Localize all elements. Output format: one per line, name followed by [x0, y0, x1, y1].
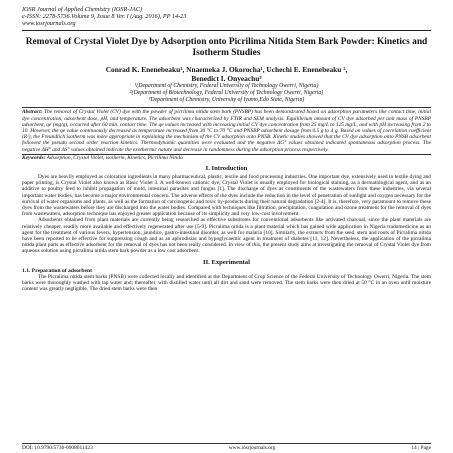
journal-website: www.iosrjournals.org	[22, 20, 76, 27]
footer-page-number: 14 | Page	[411, 445, 431, 451]
introduction-paragraph-1: Dyes are heavily employed as coloration ingredients in many pharmaceutical, plastic, textile and food processing industries. One important dye, extensively used in textile dying and paper printing, is Crystal Violet also known as Basic Violet 3. A well-known cationic dye, Crystal Violet is usually employed for biological staining, as a dermatological agent, and as an additive to poultry feed to inhibit propagation of mold, intestinal parasites and fungus [1]. The discharge of dyes as constituents of the wastewaters from these industries, via several important water bodies, has become a major environmental concern. The adverse effects of the dyes include the reduction in the level of penetration of sunlight and oxygen necessary for the survival of water organisms and plants, as well as the formation of carcinogenic and toxic by-products during their natural degradation [2-4]. It is, therefore, very paramount to remove these dyes from the wastewaters before they are discharged into the water bodies. Compared with techniques like filtration, precipitation, coagulation and ozone treatment for the removal of dyes from wastewaters, adsorption technique has enjoyed greater application because of its simplicity and very low-cost involvement.	[22, 174, 431, 218]
page-footer	[22, 443, 431, 451]
introduction-paragraph-2: Adsorbents obtained from plant materials are currently being researched as effective substitutes for conventional adsorbents like activated charcoal, since the plant materials are relatively cheaper, readily more available and effectively regenerated after use [5-9]. Picralima nitida is a plant material which has gained wide application in Nigeria tradomedicine as an agent for the treatment of various fevers, hypertension, jaundice, gastro-intestinal disorder, as well for malaria [10]. Similarly, the extracts from the seed, stem and roots of Picralima nitida have been reported to be effective for suppressing cough and as an aphrodisiac and hypoglycaemic agent in treatment of diabetes [11, 12]. Nevertheless, the application of the picralima nitida plant parts as effective adsorbent for the removal of dyes has not been really considered. In view of this, the present study aims at investigating the removal of Crystal Violet dye from aqueous solution using picralima nitida stem bark powder as a low cost adsorbent.	[22, 217, 431, 255]
affiliation-2: ²(Department of Biotechnology, Federal University of Technology Owerri, Nigeria)	[129, 89, 324, 96]
experimental-heading: II. Experimental	[203, 258, 250, 266]
keywords-text: Adsorption, Crystal Violet, isotherm, Kinetics, Picrilima Nitida	[46, 154, 183, 161]
journal-issn: e-ISSN: 2278-5736.Volume 9, Issue 8 Ver. I (Aug. 2016), PP 14-23	[22, 13, 187, 20]
header-divider	[22, 30, 431, 31]
footer-doi: DOI: 10.9790/5736-0908011423	[22, 445, 93, 451]
abstract-text	[22, 109, 431, 152]
paper-title: Removal of Crystal Violet Dye by Adsorption onto Picrilima Nitida Stem Bark Powder: Kinetics and Isotherm Studies	[25, 37, 428, 58]
journal-header	[22, 6, 431, 31]
keywords	[22, 155, 431, 161]
journal-name: IOSR Journal of Applied Chemistry (IOSR-JAC)	[22, 6, 143, 13]
abstract-label: Abstract:	[22, 109, 43, 116]
abstract-body: The removal of Crystal Violet (CV) dye with the powder of picrilima nitida stem bark (PNSBP) has been demonstrated based on adsorption parameters like contact time, initial dye concentration, adsorbent dose, pH, and temperature. The adsorbent was characterized by FTIR and SEM analysis. Equilibrium amount of CV dye adsorbed per unit mass of PNSBP adsorbent, qe (mg/g), occurred after 60 min. contact time. The qe values increased with increasing initial CV dye concentration from 25 mg/L to 125 mg/L, and with pH increasing from 2 to 10. However, the qe value continuously decreased as temperature increased from 30 °C to 70 °C and PNSBP adsorbent dosage from 0.5 g to 4 g. Based on values of correlation coefficient (R²), the Freundlich isotherm was more appropriate in explaining the mechanism of the CV adsorption onto PNSB. Kinetic studies showed that the CV dye adsorption onto PNSB adsorbent followed the pseudo second order reaction kinetics. Thermodynamic quantities were evaluated and the negative ΔG° values obtained indicated spontaneous adsorption process. The negative ΔH° and ΔS° values obtained indicate the exothermic nature and decrease in randomness during the adsorption process respectively.	[22, 109, 431, 153]
footer-website: www.iosrjournals.org	[228, 445, 276, 451]
abstract-block	[22, 107, 431, 154]
keywords-label: Keywords:	[22, 154, 46, 161]
introduction-heading: I. Introduction	[205, 165, 248, 173]
affiliation-1: ¹(Department of Chemistry, Federal University of Technology Owerri, Nigeria)	[134, 83, 319, 89]
affiliation-3: ³Department of Chemistry, University of Iyamo,Edo State, Nigeria)	[148, 96, 305, 103]
experimental-paragraph-1: The Picralima nitida stem barks (PNSB) were collected locally and identified at the Department of Crop Science of the Federal University of Technology Owerri, Nigeria. The stem barks were thoroughly washed with tap water and; thereafter, with distilled water until all dirt and sand were removed. The stem barks were then dried at 50 °C in an oven until moisture content was greatly negligible. The dried stem barks were then	[22, 273, 431, 293]
author-line-2: Benedict I. Onyeachu³	[191, 74, 262, 83]
affiliations	[22, 83, 431, 103]
preparation-subheading: 1.1. Preparation of adsorbent	[22, 267, 92, 274]
author-line-1: Conrad K. Enenebeaku¹, Nnaemeka J. Okorocha¹, Uchechi E. Enenebeaku ²,	[105, 65, 348, 74]
